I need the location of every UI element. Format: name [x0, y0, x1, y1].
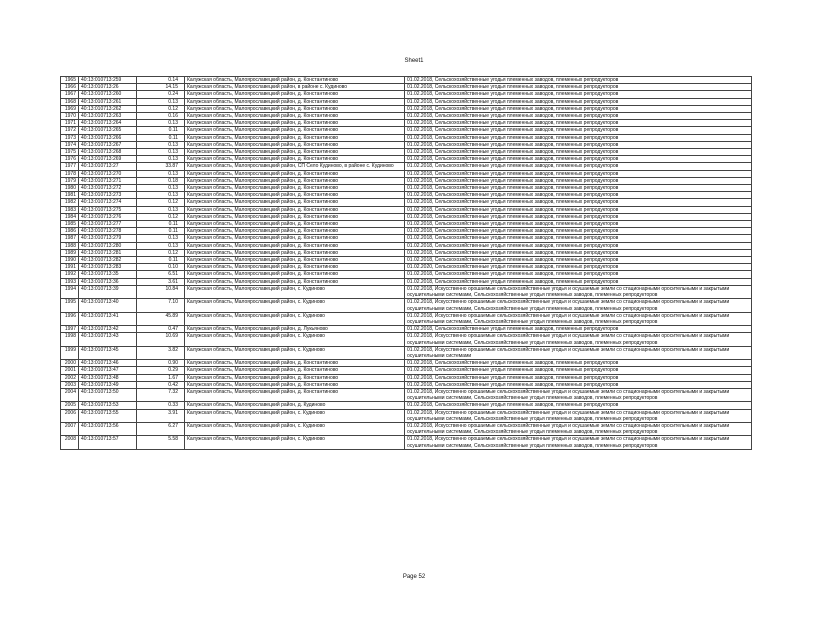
- land-use: 01.02.2018, Искусственно орошаемые сельскохозяйственные угодья и осушаемые земли со стационарными оросительными и закрытыми осушительными системами, Сельскохозяйственные угодья племенных заводов, племенных репродукторов: [405, 285, 752, 298]
- table-row: [61, 299, 752, 312]
- cadastral-number: 40:13:010713:281: [79, 249, 137, 256]
- area-value: 6.51: [137, 271, 185, 278]
- land-use: 01.02.2018, Сельскохозяйственные угодья племенных заводов, племенных репродукторов: [405, 149, 752, 156]
- land-use: 01.02.2018, Сельскохозяйственные угодья племенных заводов, племенных репродукторов: [405, 77, 752, 84]
- row-number: 2004: [61, 388, 79, 401]
- table-row: [61, 374, 752, 381]
- cadastral-number: 40:13:010713:276: [79, 213, 137, 220]
- area-value: 0.12: [137, 213, 185, 220]
- table-row: [61, 278, 752, 285]
- row-number: 2007: [61, 422, 79, 435]
- area-value: 0.18: [137, 177, 185, 184]
- row-number: 1987: [61, 235, 79, 242]
- area-value: 0.11: [137, 127, 185, 134]
- cadastral-number: 40:13:010713:271: [79, 177, 137, 184]
- area-value: 7.10: [137, 299, 185, 312]
- address: Калужская область, Малоярославецкий район, д. Константиново: [185, 105, 405, 112]
- cadastral-number: 40:13:010713:46: [79, 360, 137, 367]
- land-use: 01.02.2018, Сельскохозяйственные угодья племенных заводов, племенных репродукторов: [405, 242, 752, 249]
- land-use: 01.02.2018, Искусственно орошаемые сельскохозяйственные угодья и осушаемые земли со стационарными оросительными и закрытыми осушительными системами, Сельскохозяйственные угодья племенных заводов, племенных репродукторов: [405, 409, 752, 422]
- address: Калужская область, Малоярославецкий район, д. Константиново: [185, 257, 405, 264]
- address: Калужская область, Малоярославецкий район, д. Константиново: [185, 170, 405, 177]
- row-number: 1991: [61, 264, 79, 271]
- cadastral-number: 40:13:010713:260: [79, 91, 137, 98]
- table-row: [61, 257, 752, 264]
- row-number: 1977: [61, 163, 79, 170]
- address: Калужская область, Малоярославецкий район, с. Кудиново: [185, 409, 405, 422]
- address: Калужская область, Малоярославецкий район, д. Константиново: [185, 381, 405, 388]
- area-value: 33.87: [137, 163, 185, 170]
- address: Калужская область, Малоярославецкий район, д. Константиново: [185, 185, 405, 192]
- table-row: [61, 381, 752, 388]
- land-use: 01.02.2018, Сельскохозяйственные угодья племенных заводов, племенных репродукторов: [405, 360, 752, 367]
- land-use: 01.02.2018, Сельскохозяйственные угодья племенных заводов, племенных репродукторов: [405, 381, 752, 388]
- land-use: 01.02.2018, Сельскохозяйственные угодья племенных заводов, племенных репродукторов: [405, 402, 752, 409]
- address: Калужская область, Малоярославецкий район, д. Константиново: [185, 134, 405, 141]
- cadastral-number: 40:13:010713:263: [79, 113, 137, 120]
- land-use: 01.02.2018, Искусственно орошаемые сельскохозяйственные угодья и осушаемые земли со стационарными оросительными и закрытыми осушительными системами, Сельскохозяйственные угодья племенных заводов, племенных репродукторов: [405, 422, 752, 435]
- row-number: 1994: [61, 285, 79, 298]
- address: Калужская область, Малоярославецкий район, д. Константиново: [185, 360, 405, 367]
- area-value: 0.13: [137, 192, 185, 199]
- table-row: [61, 422, 752, 435]
- area-value: 0.13: [137, 235, 185, 242]
- row-number: 2006: [61, 409, 79, 422]
- cadastral-number: 40:13:010713:259: [79, 77, 137, 84]
- row-number: 2001: [61, 367, 79, 374]
- cadastral-number: 40:13:010713:272: [79, 185, 137, 192]
- cadastral-number: 40:13:010713:49: [79, 381, 137, 388]
- cadastral-number: 40:13:010713:41: [79, 312, 137, 325]
- row-number: 2002: [61, 374, 79, 381]
- table-row: [61, 228, 752, 235]
- cadastral-number: 40:13:010713:270: [79, 170, 137, 177]
- row-number: 1983: [61, 206, 79, 213]
- land-use: 01.02.2018, Сельскохозяйственные угодья племенных заводов, племенных репродукторов: [405, 367, 752, 374]
- land-use: 01.02.2018, Сельскохозяйственные угодья племенных заводов, племенных репродукторов: [405, 120, 752, 127]
- row-number: 1965: [61, 77, 79, 84]
- table-row: [61, 213, 752, 220]
- land-use: 01.02.2018, Сельскохозяйственные угодья племенных заводов, племенных репродукторов: [405, 141, 752, 148]
- area-value: 6.27: [137, 422, 185, 435]
- table-row: [61, 402, 752, 409]
- table-row: [61, 199, 752, 206]
- cadastral-number: 40:13:010713:280: [79, 242, 137, 249]
- land-use: 01.02.2018, Сельскохозяйственные угодья племенных заводов, племенных репродукторов: [405, 113, 752, 120]
- area-value: 3.91: [137, 409, 185, 422]
- land-use: 01.02.2018, Сельскохозяйственные угодья племенных заводов, племенных репродукторов: [405, 177, 752, 184]
- address: Калужская область, Малоярославецкий район, с. Кудиново: [185, 422, 405, 435]
- area-value: 0.12: [137, 199, 185, 206]
- table-row: [61, 127, 752, 134]
- address: Калужская область, Малоярославецкий район, д. Константиново: [185, 278, 405, 285]
- row-number: 1970: [61, 113, 79, 120]
- area-value: 0.13: [137, 206, 185, 213]
- address: Калужская область, Малоярославецкий район, д. Константиново: [185, 228, 405, 235]
- table-row: [61, 271, 752, 278]
- cadastral-number: 40:13:010713:43: [79, 333, 137, 346]
- table-row: [61, 367, 752, 374]
- row-number: 1999: [61, 346, 79, 359]
- row-number: 1979: [61, 177, 79, 184]
- land-use: 01.02.2018, Сельскохозяйственные угодья племенных заводов, племенных репродукторов: [405, 206, 752, 213]
- table-row: [61, 285, 752, 298]
- address: Калужская область, Малоярославецкий район, д. Константиново: [185, 149, 405, 156]
- row-number: 1984: [61, 213, 79, 220]
- area-value: 5.58: [137, 436, 185, 449]
- address: Калужская область, Малоярославецкий район, д. Константиново: [185, 206, 405, 213]
- land-use: 01.02.2018, Сельскохозяйственные угодья племенных заводов, племенных репродукторов: [405, 127, 752, 134]
- row-number: 1995: [61, 299, 79, 312]
- address: Калужская область, Малоярославецкий район, д. Константиново: [185, 388, 405, 401]
- row-number: 1982: [61, 199, 79, 206]
- address: Калужская область, Малоярославецкий район, д. Кудиново: [185, 402, 405, 409]
- area-value: 0.13: [137, 170, 185, 177]
- row-number: 1997: [61, 326, 79, 333]
- land-use: 01.02.2018, Сельскохозяйственные угодья племенных заводов, племенных репродукторов: [405, 163, 752, 170]
- land-use: 01.02.2018, Сельскохозяйственные угодья племенных заводов, племенных репродукторов: [405, 134, 752, 141]
- address: Калужская область, Малоярославецкий район, д. Константиново: [185, 113, 405, 120]
- land-use: 01.02.2018, Сельскохозяйственные угодья племенных заводов, племенных репродукторов: [405, 326, 752, 333]
- cadastral-number: 40:13:010713:269: [79, 156, 137, 163]
- table-row: [61, 149, 752, 156]
- cadastral-number: 40:13:010713:36: [79, 278, 137, 285]
- area-value: 0.11: [137, 134, 185, 141]
- address: Калужская область, Малоярославецкий район, д. Константиново: [185, 221, 405, 228]
- cadastral-number: 40:13:010713:56: [79, 422, 137, 435]
- cadastral-number: 40:13:010713:274: [79, 199, 137, 206]
- area-value: 0.47: [137, 326, 185, 333]
- cadastral-number: 40:13:010713:268: [79, 149, 137, 156]
- row-number: 1976: [61, 156, 79, 163]
- table-row: [61, 409, 752, 422]
- row-number: 1992: [61, 271, 79, 278]
- land-use: 01.02.2018, Сельскохозяйственные угодья племенных заводов, племенных репродукторов: [405, 105, 752, 112]
- cadastral-number: 40:13:010713:282: [79, 257, 137, 264]
- land-use: 01.02.2018, Сельскохозяйственные угодья племенных заводов, племенных репродукторов: [405, 213, 752, 220]
- row-number: 1966: [61, 84, 79, 91]
- area-value: 1.67: [137, 374, 185, 381]
- table-row: [61, 185, 752, 192]
- cadastral-number: 40:13:010713:278: [79, 228, 137, 235]
- row-number: 1993: [61, 278, 79, 285]
- area-value: 0.13: [137, 156, 185, 163]
- table-row: [61, 221, 752, 228]
- cadastral-number: 40:13:010713:35: [79, 271, 137, 278]
- area-value: 0.12: [137, 105, 185, 112]
- area-value: 0.33: [137, 402, 185, 409]
- table-row: [61, 91, 752, 98]
- row-number: 1980: [61, 185, 79, 192]
- area-value: 0.13: [137, 120, 185, 127]
- area-value: 0.11: [137, 228, 185, 235]
- row-number: 1988: [61, 242, 79, 249]
- address: Калужская область, Малоярославецкий район, с. Кудиново: [185, 299, 405, 312]
- land-use: 01.02.2018, Искусственно орошаемые сельскохозяйственные угодья и осушаемые земли со стационарными оросительными и закрытыми осушительными системами, Сельскохозяйственные угодья племенных заводов, племенных репродукторов: [405, 312, 752, 325]
- row-number: 1967: [61, 91, 79, 98]
- row-number: 2005: [61, 402, 79, 409]
- cadastral-number: 40:13:010713:273: [79, 192, 137, 199]
- address: Калужская область, Малоярославецкий район, д. Лукьяново: [185, 326, 405, 333]
- row-number: 1990: [61, 257, 79, 264]
- cadastral-number: 40:13:010713:27: [79, 163, 137, 170]
- area-value: 0.42: [137, 381, 185, 388]
- row-number: 1969: [61, 105, 79, 112]
- land-use: 01.02.2018, Сельскохозяйственные угодья племенных заводов, племенных репродукторов: [405, 278, 752, 285]
- area-value: 7.32: [137, 388, 185, 401]
- cadastral-number: 40:13:010713:48: [79, 374, 137, 381]
- area-value: 14.15: [137, 84, 185, 91]
- table-row: [61, 141, 752, 148]
- land-use: 01.02.2018, Сельскохозяйственные угодья племенных заводов, племенных репродукторов: [405, 221, 752, 228]
- land-use: 01.02.2018, Искусственно орошаемые сельскохозяйственные угодья и осушаемые земли со стационарными оросительными и закрытыми осушительными системами, Сельскохозяйственные угодья племенных заводов, племенных репродукторов: [405, 333, 752, 346]
- table-row: [61, 242, 752, 249]
- area-value: 0.16: [137, 113, 185, 120]
- address: Калужская область, Малоярославецкий район, д. Константиново: [185, 367, 405, 374]
- row-number: 2000: [61, 360, 79, 367]
- cadastral-number: 40:13:010713:39: [79, 285, 137, 298]
- table-row: [61, 346, 752, 359]
- land-use: 01.02.2018, Сельскохозяйственные угодья племенных заводов, племенных репродукторов: [405, 84, 752, 91]
- area-value: 0.14: [137, 77, 185, 84]
- cadastral-number: 40:13:010713:283: [79, 264, 137, 271]
- area-value: 0.13: [137, 149, 185, 156]
- area-value: 0.12: [137, 249, 185, 256]
- table-row: [61, 360, 752, 367]
- address: Калужская область, Малоярославецкий район, д. Константиново: [185, 271, 405, 278]
- address: Калужская область, Малоярославецкий район, д. Константиново: [185, 374, 405, 381]
- row-number: 1985: [61, 221, 79, 228]
- table-row: [61, 312, 752, 325]
- land-use: 01.02.2018, Сельскохозяйственные угодья племенных заводов, племенных репродукторов: [405, 271, 752, 278]
- address: Калужская область, Малоярославецкий район, д. Константиново: [185, 98, 405, 105]
- cadastral-number: 40:13:010713:47: [79, 367, 137, 374]
- area-value: 0.90: [137, 360, 185, 367]
- area-value: 0.13: [137, 185, 185, 192]
- row-number: 1978: [61, 170, 79, 177]
- row-number: 1971: [61, 120, 79, 127]
- address: Калужская область, Малоярославецкий район, в районе с. Кудиново: [185, 84, 405, 91]
- row-number: 1981: [61, 192, 79, 199]
- land-use: 01.02.2018, Сельскохозяйственные угодья племенных заводов, племенных репродукторов: [405, 228, 752, 235]
- cadastral-number: 40:13:010713:50: [79, 388, 137, 401]
- land-use: 01.02.2018, Искусственно орошаемые сельскохозяйственные угодья и осушаемые земли со стационарными оросительными и закрытыми осушительными системами, Сельскохозяйственные угодья племенных заводов, племенных репродукторов: [405, 299, 752, 312]
- address: Калужская область, Малоярославецкий район, д. Константиново: [185, 264, 405, 271]
- address: Калужская область, Малоярославецкий район, д. Константиново: [185, 127, 405, 134]
- row-number: 1998: [61, 333, 79, 346]
- table-row: [61, 177, 752, 184]
- address: Калужская область, Малоярославецкий район, СП Село Кудиново, в районе с. Кудиново: [185, 163, 405, 170]
- address: Калужская область, Малоярославецкий район, с. Кудиново: [185, 333, 405, 346]
- cadastral-number: 40:13:010713:267: [79, 141, 137, 148]
- row-number: 1989: [61, 249, 79, 256]
- page-number: Page 52: [402, 574, 426, 580]
- table-row: [61, 333, 752, 346]
- row-number: 1968: [61, 98, 79, 105]
- row-number: 2008: [61, 436, 79, 449]
- land-use: 01.02.2018, Сельскохозяйственные угодья племенных заводов, племенных репродукторов: [405, 170, 752, 177]
- land-use: 01.02.2018, Сельскохозяйственные угодья племенных заводов, племенных репродукторов: [405, 199, 752, 206]
- cadastral-number: 40:13:010713:275: [79, 206, 137, 213]
- address: Калужская область, Малоярославецкий район, д. Константиново: [185, 120, 405, 127]
- land-use: 01.02.2018, Сельскохозяйственные угодья племенных заводов, племенных репродукторов: [405, 98, 752, 105]
- address: Калужская область, Малоярославецкий район, д. Константиново: [185, 249, 405, 256]
- area-value: 0.13: [137, 98, 185, 105]
- table-row: [61, 436, 752, 449]
- table-row: [61, 163, 752, 170]
- address: Калужская область, Малоярославецкий район, с. Кудиново: [185, 285, 405, 298]
- land-use: 01.02.2018, Сельскохозяйственные угодья племенных заводов, племенных репродукторов: [405, 257, 752, 264]
- address: Калужская область, Малоярославецкий район, д. Константиново: [185, 141, 405, 148]
- land-use: 01.02.2018, Искусственно орошаемые сельскохозяйственные угодья и осушаемые земли со стационарными оросительными и закрытыми осушительными системами: [405, 346, 752, 359]
- address: Калужская область, Малоярославецкий район, д. Константиново: [185, 199, 405, 206]
- land-use: 01.02.2018, Искусственно орошаемые сельскохозяйственные угодья и осушаемые земли со стационарными оросительными и закрытыми осушительными системами, Сельскохозяйственные угодья племенных заводов, племенных репродукторов: [405, 388, 752, 401]
- area-value: 45.89: [137, 312, 185, 325]
- cadastral-number: 40:13:010713:279: [79, 235, 137, 242]
- cadastral-number: 40:13:010713:40: [79, 299, 137, 312]
- cadastral-number: 40:13:010713:45: [79, 346, 137, 359]
- row-number: 1974: [61, 141, 79, 148]
- cadastral-number: 40:13:010713:53: [79, 402, 137, 409]
- land-use: 01.02.2018, Искусственно орошаемые сельскохозяйственные угодья и осушаемые земли со стационарными оросительными и закрытыми осушительными системами, Сельскохозяйственные угодья племенных заводов, племенных репродукторов: [405, 436, 752, 449]
- area-value: 0.11: [137, 257, 185, 264]
- table-row: [61, 98, 752, 105]
- table-row: [61, 192, 752, 199]
- table-row: [61, 105, 752, 112]
- address: Калужская область, Малоярославецкий район, с. Кудиново: [185, 312, 405, 325]
- table-row: [61, 84, 752, 91]
- table-row: [61, 170, 752, 177]
- table-row: [61, 388, 752, 401]
- row-number: 1996: [61, 312, 79, 325]
- land-use: 01.02.2018, Сельскохозяйственные угодья племенных заводов, племенных репродукторов: [405, 91, 752, 98]
- row-number: 1972: [61, 127, 79, 134]
- cadastral-number: 40:13:010713:277: [79, 221, 137, 228]
- table-row: [61, 120, 752, 127]
- table-row: [61, 113, 752, 120]
- table-row: [61, 235, 752, 242]
- cadastral-number: 40:13:010713:262: [79, 105, 137, 112]
- cadastral-number: 40:13:010713:26: [79, 84, 137, 91]
- address: Калужская область, Малоярославецкий район, д. Константиново: [185, 77, 405, 84]
- area-value: 0.10: [137, 264, 185, 271]
- row-number: 1975: [61, 149, 79, 156]
- table-row: [61, 249, 752, 256]
- address: Калужская область, Малоярославецкий район, д. Константиново: [185, 156, 405, 163]
- area-value: 3.61: [137, 278, 185, 285]
- address: Калужская область, Малоярославецкий район, с. Кудиново: [185, 346, 405, 359]
- address: Калужская область, Малоярославецкий район, д. Константиново: [185, 91, 405, 98]
- area-value: 0.13: [137, 242, 185, 249]
- table-row: [61, 156, 752, 163]
- area-value: 0.13: [137, 141, 185, 148]
- cadastral-number: 40:13:010713:261: [79, 98, 137, 105]
- address: Калужская область, Малоярославецкий район, д. Константиново: [185, 177, 405, 184]
- table-row: [61, 134, 752, 141]
- area-value: 3.82: [137, 346, 185, 359]
- address: Калужская область, Малоярославецкий район, д. Константиново: [185, 242, 405, 249]
- area-value: 0.24: [137, 91, 185, 98]
- cadastral-number: 40:13:010713:266: [79, 134, 137, 141]
- cadastral-number: 40:13:010713:55: [79, 409, 137, 422]
- cadastral-number: 40:13:010713:265: [79, 127, 137, 134]
- row-number: 1986: [61, 228, 79, 235]
- area-value: 10.84: [137, 285, 185, 298]
- table-row: [61, 326, 752, 333]
- land-use: 01.02.2018, Сельскохозяйственные угодья племенных заводов, племенных репродукторов: [405, 185, 752, 192]
- land-use: 01.02.2018, Сельскохозяйственные угодья племенных заводов, племенных репродукторов: [405, 249, 752, 256]
- table-row: [61, 264, 752, 271]
- land-use: 01.02.2018, Сельскохозяйственные угодья племенных заводов, племенных репродукторов: [405, 192, 752, 199]
- row-number: 2003: [61, 381, 79, 388]
- cadastral-number: 40:13:010713:57: [79, 436, 137, 449]
- table-row: [61, 206, 752, 213]
- cadastral-number: 40:13:010713:42: [79, 326, 137, 333]
- land-use: 01.02.2018, Сельскохозяйственные угодья племенных заводов, племенных репродукторов: [405, 235, 752, 242]
- area-value: 0.11: [137, 221, 185, 228]
- parcel-table-body: [61, 77, 752, 450]
- address: Калужская область, Малоярославецкий район, с. Кудиново: [185, 436, 405, 449]
- land-use: 01.02.2020, Сельскохозяйственные угодья племенных заводов, племенных репродукторов: [405, 264, 752, 271]
- address: Калужская область, Малоярославецкий район, д. Константиново: [185, 235, 405, 242]
- cadastral-number: 40:13:010713:264: [79, 120, 137, 127]
- parcel-table: [60, 76, 752, 450]
- row-number: 1973: [61, 134, 79, 141]
- area-value: 0.29: [137, 367, 185, 374]
- area-value: 10.69: [137, 333, 185, 346]
- address: Калужская область, Малоярославецкий район, д. Константиново: [185, 192, 405, 199]
- land-use: 01.02.2018, Сельскохозяйственные угодья племенных заводов, племенных репродукторов: [405, 374, 752, 381]
- address: Калужская область, Малоярославецкий район, д. Константиново: [185, 213, 405, 220]
- table-row: [61, 77, 752, 84]
- sheet-title: Sheet1: [404, 58, 424, 64]
- land-use: 01.02.2018, Сельскохозяйственные угодья племенных заводов, племенных репродукторов: [405, 156, 752, 163]
